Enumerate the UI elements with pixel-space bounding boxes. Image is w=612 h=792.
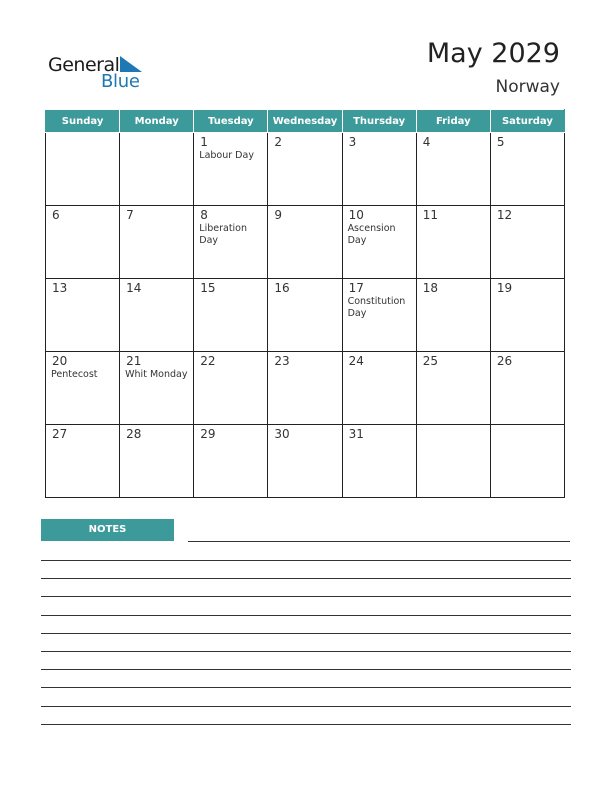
note-line: [41, 578, 571, 579]
day-cell[interactable]: [268, 352, 342, 425]
day-cell[interactable]: [46, 352, 120, 425]
day-cell[interactable]: [194, 279, 268, 352]
day-cell[interactable]: [194, 425, 268, 498]
day-number: 18: [422, 281, 438, 295]
day-cell[interactable]: [268, 425, 342, 498]
day-number: 4: [422, 135, 431, 149]
weekday-saturday: Saturday: [490, 110, 564, 133]
day-number: 31: [348, 427, 364, 441]
note-line: [41, 633, 571, 634]
day-cell[interactable]: [342, 206, 416, 279]
day-number: 3: [348, 135, 357, 149]
week-row: [46, 133, 565, 206]
country-name: Norway: [495, 77, 560, 97]
week-row: [46, 279, 565, 352]
day-cell[interactable]: [342, 425, 416, 498]
day-number: 28: [126, 427, 142, 441]
day-cell[interactable]: [490, 279, 564, 352]
holiday-label: Liberation Day: [199, 223, 248, 246]
day-number: 24: [348, 354, 364, 368]
day-cell[interactable]: [46, 206, 120, 279]
note-line: [188, 541, 570, 542]
day-number: 6: [52, 208, 60, 222]
holiday-label: Ascension Day: [347, 223, 396, 246]
day-number: 29: [200, 427, 216, 441]
day-cell[interactable]: [120, 279, 194, 352]
day-cell[interactable]: [120, 352, 194, 425]
day-number: 13: [52, 281, 68, 295]
day-number: 25: [422, 354, 438, 368]
day-number: 22: [200, 354, 216, 368]
weekday-monday: Monday: [120, 110, 194, 133]
day-number: 11: [422, 208, 438, 222]
day-cell[interactable]: [194, 352, 268, 425]
note-line: [41, 596, 571, 597]
note-line: [41, 669, 571, 670]
weekday-header-row: [46, 110, 565, 133]
day-number: 9: [274, 208, 283, 222]
day-cell[interactable]: [416, 133, 490, 206]
day-number: 14: [126, 281, 142, 295]
day-cell[interactable]: [46, 279, 120, 352]
day-cell[interactable]: [416, 425, 490, 498]
week-row: [46, 352, 565, 425]
day-number: 17: [348, 281, 364, 295]
day-number: 27: [52, 427, 68, 441]
weekday-friday: Friday: [416, 110, 490, 133]
day-cell[interactable]: [194, 206, 268, 279]
weekday-thursday: Thursday: [342, 110, 416, 133]
day-number: 21: [126, 354, 142, 368]
day-cell[interactable]: [490, 206, 564, 279]
day-number: 10: [348, 208, 364, 222]
day-cell[interactable]: [46, 133, 120, 206]
day-cell[interactable]: [120, 425, 194, 498]
day-cell[interactable]: [416, 352, 490, 425]
logo-blue-text: Blue: [101, 71, 140, 92]
day-number: 15: [200, 281, 216, 295]
holiday-label: Constitution Day: [347, 296, 406, 319]
day-number: 5: [496, 135, 505, 149]
day-number: 19: [496, 281, 513, 295]
day-cell[interactable]: [268, 206, 342, 279]
day-cell[interactable]: [268, 279, 342, 352]
day-cell[interactable]: [342, 279, 416, 352]
holiday-label: Whit Monday: [125, 369, 188, 380]
day-number: 16: [274, 281, 290, 295]
note-line: [41, 706, 571, 707]
note-line: [41, 560, 571, 561]
calendar-grid: [45, 109, 565, 498]
note-line: [41, 724, 571, 725]
triangle-flag-icon: [120, 56, 142, 72]
weekday-sunday: Sunday: [46, 110, 120, 133]
day-cell[interactable]: [490, 352, 564, 425]
note-line: [41, 651, 571, 652]
day-cell[interactable]: [120, 206, 194, 279]
note-line: [41, 615, 571, 616]
day-cell[interactable]: [490, 425, 564, 498]
weekday-tuesday: Tuesday: [194, 110, 268, 133]
day-number: 1: [200, 135, 208, 149]
day-number: 23: [274, 354, 290, 368]
day-number: 7: [126, 208, 134, 222]
day-cell[interactable]: [120, 133, 194, 206]
day-cell[interactable]: [490, 133, 564, 206]
week-row: [46, 425, 565, 498]
day-cell[interactable]: [46, 425, 120, 498]
day-number: 2: [274, 135, 283, 149]
day-cell[interactable]: [268, 133, 342, 206]
day-cell[interactable]: [342, 352, 416, 425]
notes-label: NOTES: [41, 519, 174, 541]
day-number: 30: [274, 427, 290, 441]
day-number: 26: [496, 354, 513, 368]
day-number: 20: [52, 354, 68, 368]
holiday-label: Labour Day: [199, 150, 254, 161]
day-cell[interactable]: [342, 133, 416, 206]
day-cell[interactable]: [416, 279, 490, 352]
holiday-label: Pentecost: [51, 369, 98, 380]
day-number: 12: [496, 208, 513, 222]
day-number: 8: [200, 208, 208, 222]
logo-general-text: General: [48, 54, 120, 76]
note-line: [41, 687, 571, 688]
day-cell[interactable]: [416, 206, 490, 279]
month-title: May 2029: [426, 38, 560, 69]
day-cell[interactable]: [194, 133, 268, 206]
week-row: [46, 206, 565, 279]
weekday-wednesday: Wednesday: [268, 110, 342, 133]
